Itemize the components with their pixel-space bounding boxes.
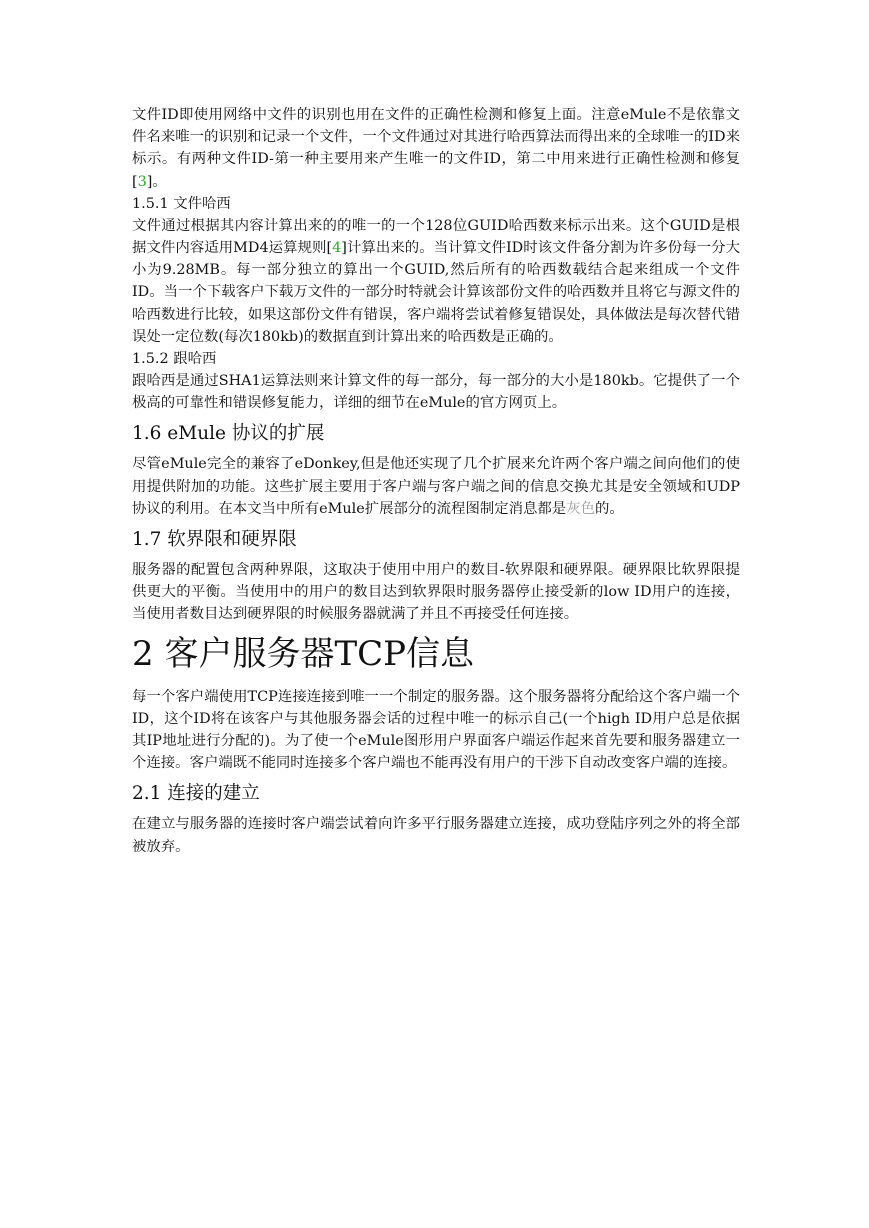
paragraph-connection-setup: 在建立与服务器的连接时客户端尝试着向许多平行服务器建立连接，成功登陆序列之外的将全部被放弃。 — [132, 816, 740, 855]
document-page — [132, 104, 740, 858]
heading-2: 2 客户服务器TCP信息 — [132, 633, 475, 674]
heading-1-6: 1.6 eMule 协议的扩展 — [132, 423, 325, 445]
paragraph-text: 的。 — [594, 500, 624, 517]
gray-text: 灰色 — [566, 500, 595, 517]
paragraph-emule-extensions — [132, 453, 740, 520]
reference-link-4[interactable]: 4 — [332, 240, 342, 257]
heading-2-1: 2.1 连接的建立 — [132, 783, 260, 805]
paragraph-file-hash — [132, 215, 740, 348]
paragraph-text: 文件ID即使用网络中文件的识别也用在文件的正确性检测和修复上面。注意eMule不是依靠文件名来唯一的识别和记录一个文件，一个文件通过对其进行哈西算法而得出来的全球唯一的ID来标示。有两种文件ID-第一种主要用来产生唯一的文件ID，第二中用来进行正确性检测和修复[ — [132, 107, 740, 190]
paragraph-text: ]计算出来的。当计算文件ID时该文件备分割为许多份每一分大小为9.28MB。每一部分独立的算出一个GUID,然后所有的哈西数载结合起来组成一个文件ID。当一个下载客户下载万文件的一部分时特就会计算该部份文件的哈西数并且将它与源文件的哈西数进行比较，如果这部份文件有错误，客户端将尝试着修复错误处，具体做法是每次替代错误处一定位数(每次180kb)的数据直到计算出来的哈西数是正确的。 — [132, 240, 741, 345]
paragraph-client-server-tcp: 每一个客户端使用TCP连接连接到唯一一个制定的服务器。这个服务器将分配给这个客户端一个ID，这个ID将在该客户与其他服务器会话的过程中唯一的标示自己(一个high ID用户总是依据其IP地址进行分配的)。为了使一个eMule图形用户界面客户端运作起来首先要和服务器建立一个连接。客户端既不能同时连接多个客户端也不能再没有用户的干涉下自动改变客户端的连接。 — [132, 688, 740, 772]
paragraph-file-id — [132, 104, 740, 193]
paragraph-limits: 服务器的配置包含两种界限，这取决于使用中用户的数目-软界限和硬界限。硬界限比软界限提供更大的平衡。当使用中的用户的数目达到软界限时服务器停止接受新的low ID用户的连接，当使用者数目达到硬界限的时候服务器就满了并且不再接受任何连接。 — [132, 562, 740, 623]
paragraph-root-hash: 跟哈西是通过SHA1运算法则来计算文件的每一部分，每一部分的大小是180kb。它提供了一个极高的可靠性和错误修复能力，详细的细节在eMule的官方网页上。 — [132, 373, 740, 412]
paragraph-text: ]。 — [146, 173, 167, 190]
paragraph-text: 文件通过根据其内容计算出来的的唯一的一个128位GUID哈西数来标示出来。这个GUID是根据文件内容适用MD4运算规则[ — [132, 217, 740, 257]
heading-1-5-1: 1.5.1 文件哈西 — [132, 195, 231, 212]
reference-link-3[interactable]: 3 — [137, 173, 147, 190]
heading-1-5-2: 1.5.2 跟哈西 — [132, 351, 217, 368]
heading-1-7: 1.7 软界限和硬界限 — [132, 529, 297, 551]
paragraph-text: 尽管eMule完全的兼容了eDonkey,但是他还实现了几个扩展来允许两个客户端之间向他们的使用提供附加的功能。这些扩展主要用于客户端与客户端之间的信息交换尤其是安全领域和UDP协议的利用。在本文当中所有eMule扩展部分的流程图制定消息都是 — [132, 456, 740, 517]
